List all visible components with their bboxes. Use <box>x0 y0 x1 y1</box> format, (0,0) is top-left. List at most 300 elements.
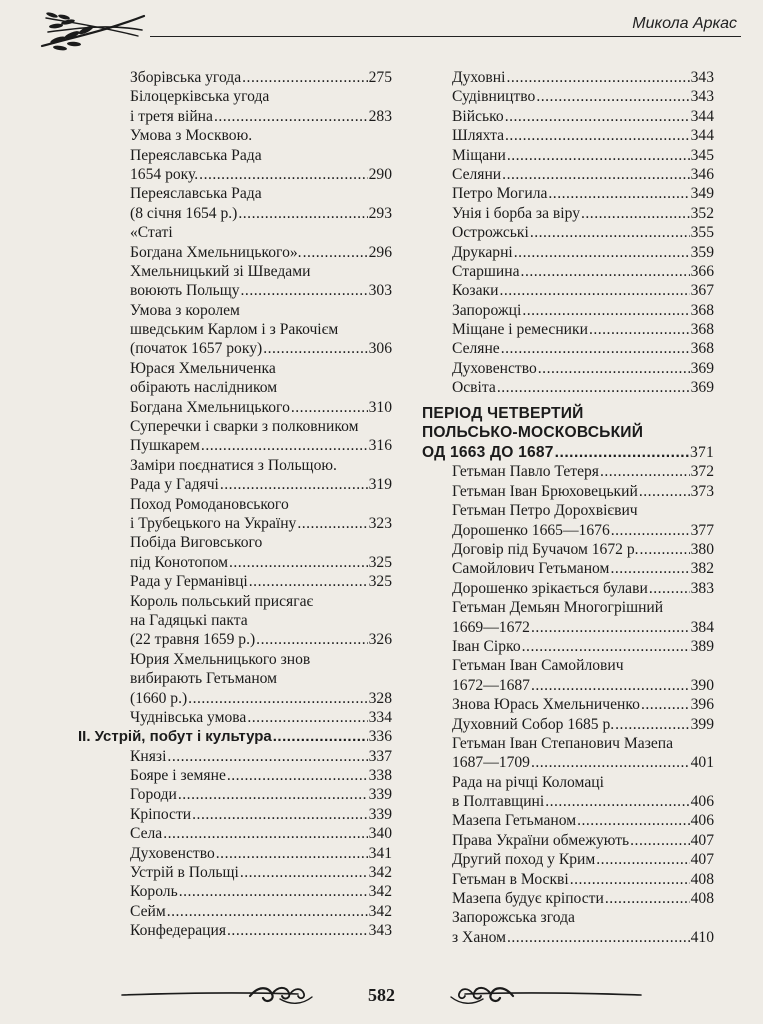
dot-leader <box>227 766 368 785</box>
toc-entry-title: Дорошенко зрікається булави <box>452 579 648 597</box>
dot-leader <box>531 753 690 772</box>
toc-entry <box>130 359 392 378</box>
toc-entry-title: Побіда Виговського <box>130 534 263 552</box>
section-heading-line <box>78 727 392 746</box>
toc-entry-title: Заміри поєднатися з Польщою. <box>130 456 337 474</box>
toc-column-left <box>78 68 392 941</box>
toc-entry-title: Гетьман Іван Самойлович <box>452 657 624 675</box>
toc-page-number: 377 <box>690 521 714 539</box>
toc-entry <box>452 811 714 830</box>
toc-entry-title: Умова з Москвою. <box>130 127 253 145</box>
toc-entry-title: ПЕРІОД ЧЕТВЕРТИЙ <box>422 404 584 422</box>
dot-leader <box>303 243 368 262</box>
dot-leader <box>238 204 367 223</box>
toc-entry <box>452 378 714 397</box>
toc-page-number: 390 <box>690 676 714 694</box>
dot-leader <box>536 87 689 106</box>
toc-entry <box>452 637 714 656</box>
toc-entry-title: воюють Польщу <box>130 282 240 300</box>
dot-leader <box>273 727 368 746</box>
dot-leader <box>596 850 689 869</box>
toc-entry <box>452 715 714 734</box>
toc-entry-title: Мазепа будує кріпости <box>452 890 604 908</box>
toc-entry <box>452 204 714 223</box>
toc-entry <box>130 68 392 87</box>
toc-entry-title: Городи <box>130 786 177 804</box>
toc-entry <box>452 753 714 772</box>
toc-page-number: 340 <box>368 825 392 843</box>
toc-entry <box>452 676 714 695</box>
toc-page-number: 341 <box>368 844 392 862</box>
toc-entry-title: Другий поход у Крим <box>452 851 596 869</box>
toc-entry <box>130 592 392 611</box>
toc-page-number: 344 <box>690 127 714 145</box>
dot-leader <box>214 107 368 126</box>
toc-entry <box>452 320 714 339</box>
toc-entry <box>452 107 714 126</box>
toc-entry <box>130 87 392 106</box>
toc-entry-title: Самойлович Гетьманом <box>452 560 610 578</box>
dot-leader <box>522 637 690 656</box>
toc-entry <box>452 243 714 262</box>
toc-page-number: 306 <box>368 340 392 358</box>
toc-entry-title: Устрій в Польщі <box>130 864 239 882</box>
toc-entry <box>452 68 714 87</box>
toc-entry-title: Хмельницький зі Шведами <box>130 262 311 280</box>
dot-leader <box>507 928 690 947</box>
toc-entry-title: ПОЛЬСЬКО-МОСКОВСЬКИЙ <box>422 424 644 442</box>
toc-entry <box>130 223 392 242</box>
dot-leader <box>263 339 367 358</box>
toc-entry <box>130 902 392 921</box>
toc-entry-title: Сейм <box>130 902 166 920</box>
dot-leader <box>242 68 367 87</box>
period-heading-line <box>422 443 714 463</box>
toc-entry <box>452 87 714 106</box>
toc-entry <box>130 126 392 145</box>
dot-leader <box>502 165 689 184</box>
toc-entry <box>130 669 392 688</box>
dot-leader <box>199 165 367 184</box>
toc-page-number: 368 <box>690 340 714 358</box>
toc-entry-title: з Ханом <box>452 928 506 946</box>
toc-page-number: 372 <box>690 463 714 481</box>
toc-entry-title: (8 січня 1654 р.) <box>130 204 238 222</box>
dot-leader <box>201 436 368 455</box>
toc-page-number: 380 <box>690 540 714 558</box>
toc-page-number: 371 <box>690 443 714 461</box>
toc-entry-title: Духовний Собор 1685 р. <box>452 715 615 733</box>
toc-page-number: 367 <box>690 282 714 300</box>
toc-page-number: 384 <box>690 618 714 636</box>
toc-entry <box>130 320 392 339</box>
dot-leader <box>630 831 689 850</box>
toc-entry <box>130 456 392 475</box>
toc-entry <box>452 870 714 889</box>
toc-entry-title: під Конотопом <box>130 553 228 571</box>
toc-entry <box>130 708 392 727</box>
dot-leader <box>505 107 690 126</box>
toc-page-number: 283 <box>368 107 392 125</box>
toc-page-number: 368 <box>690 301 714 319</box>
toc-entry-title: Гетьман Петро Дорохвієвич <box>452 502 638 520</box>
toc-entry-title: 1654 року. <box>130 165 199 183</box>
toc-entry-title: Унія і борба за віру <box>452 204 580 222</box>
toc-entry-title: Острожські <box>452 224 529 242</box>
toc-entry-title: Освіта <box>452 379 496 397</box>
toc-page-number: 359 <box>690 243 714 261</box>
toc-page-number: 334 <box>368 708 392 726</box>
dot-leader <box>581 204 690 223</box>
toc-entry-title: ОД 1663 ДО 1687 <box>422 443 554 461</box>
dot-leader <box>227 921 368 940</box>
toc-page-number: 346 <box>690 165 714 183</box>
toc-entry-title: Князі <box>130 747 167 765</box>
toc-entry-title: Гетьман в Москві <box>452 870 569 888</box>
toc-entry <box>452 146 714 165</box>
toc-entry-title: Пушкарем <box>130 437 200 455</box>
toc-entry <box>130 184 392 203</box>
dot-leader <box>640 540 690 559</box>
toc-entry <box>130 495 392 514</box>
toc-page-number: 406 <box>690 793 714 811</box>
toc-page-number: 303 <box>368 282 392 300</box>
toc-entry <box>452 559 714 578</box>
toc-entry <box>130 882 392 901</box>
toc-entry <box>130 553 392 572</box>
toc-entry-title: Знова Юрась Хмельниченко <box>452 696 640 714</box>
toc-entry-title: Судівництво <box>452 88 536 106</box>
toc-entry <box>452 889 714 908</box>
toc-page-number: 290 <box>368 165 392 183</box>
dot-leader <box>577 811 690 830</box>
toc-entry <box>130 165 392 184</box>
toc-entry <box>452 773 714 792</box>
toc-entry-title: (22 травня 1659 р.) <box>130 631 256 649</box>
toc-entry <box>452 540 714 559</box>
toc-entry-title: Поход Ромодановського <box>130 495 289 513</box>
toc-entry-title: Юрия Хмельницького знов <box>130 650 311 668</box>
toc-entry <box>452 462 714 481</box>
toc-page-number: 343 <box>690 69 714 86</box>
dot-leader <box>256 630 367 649</box>
toc-entry <box>130 339 392 358</box>
toc-entry <box>452 908 714 927</box>
dot-leader <box>499 281 689 300</box>
dot-leader <box>639 482 690 501</box>
toc-entry <box>130 650 392 669</box>
toc-entry <box>130 107 392 126</box>
dot-leader <box>600 462 690 481</box>
dot-leader <box>611 521 690 540</box>
toc-page-number: 310 <box>368 398 392 416</box>
running-head-author: Микола Аркас <box>632 15 737 32</box>
header-rule <box>150 36 741 37</box>
period-heading-line <box>422 404 714 424</box>
dot-leader <box>615 715 689 734</box>
dot-leader <box>505 126 690 145</box>
toc-entry-title: і Трубецького на Україну <box>130 514 297 532</box>
toc-entry-title: Білоцерківська угода <box>130 88 270 106</box>
toc-entry <box>130 475 392 494</box>
toc-page-number: 349 <box>690 185 714 203</box>
page-footer <box>0 975 763 1015</box>
toc-entry <box>452 165 714 184</box>
toc-entry <box>130 921 392 940</box>
toc-page-number: 401 <box>690 754 714 772</box>
toc-page-number: 293 <box>368 204 392 222</box>
toc-entry-title: Король польський присягає <box>130 592 314 610</box>
toc-entry <box>452 695 714 714</box>
dot-leader <box>192 805 367 824</box>
toc-entry-title: Конфедерация <box>130 922 227 940</box>
toc-entry <box>452 734 714 753</box>
toc-entry-title: Міщане і ремесники <box>452 321 588 339</box>
toc-page-number: 325 <box>368 573 392 591</box>
toc-entry-title: Рада у Гадячі <box>130 476 219 494</box>
dot-leader <box>163 824 367 843</box>
toc-entry <box>452 598 714 617</box>
toc-entry <box>452 656 714 675</box>
toc-entry <box>130 378 392 397</box>
toc-page-number: 407 <box>690 851 714 869</box>
toc-entry <box>452 618 714 637</box>
toc-page-number: 355 <box>690 224 714 242</box>
toc-page-number: 369 <box>690 359 714 377</box>
toc-entry-title: Договір під Бучачом 1672 р. <box>452 540 639 558</box>
toc-entry <box>452 184 714 203</box>
toc-entry <box>452 281 714 300</box>
toc-page-number: 343 <box>690 88 714 106</box>
toc-entry-title: Друкарні <box>452 243 513 261</box>
dot-leader <box>249 572 368 591</box>
toc-page-number: 373 <box>690 482 714 500</box>
dot-leader <box>545 792 689 811</box>
toc-entry <box>130 417 392 436</box>
toc-entry-title: Гетьман Іван Степанович Мазепа <box>452 734 674 752</box>
toc-entry-title: Іван Сірко <box>452 637 521 655</box>
toc-page-number: 316 <box>368 437 392 455</box>
toc-page-number: 339 <box>368 786 392 804</box>
toc-entry <box>452 850 714 869</box>
toc-column-right <box>422 68 714 947</box>
toc-page-number: 323 <box>368 514 392 532</box>
dot-leader <box>514 243 690 262</box>
toc-entry <box>130 514 392 533</box>
toc-entry <box>452 359 714 378</box>
toc-page-number: 344 <box>690 107 714 125</box>
toc-page-number: 382 <box>690 560 714 578</box>
dot-leader <box>247 708 367 727</box>
toc-entry <box>130 572 392 591</box>
toc-entry-title: Козаки <box>452 282 499 300</box>
toc-page-number: 366 <box>690 262 714 280</box>
toc-entry <box>452 501 714 520</box>
dot-leader <box>507 146 690 165</box>
dot-leader <box>241 281 368 300</box>
toc-entry <box>130 436 392 455</box>
toc-entry-title: (1660 р.) <box>130 689 188 707</box>
toc-entry-title: в Полтавщині <box>452 793 545 811</box>
toc-entry <box>130 533 392 552</box>
toc-entry <box>452 579 714 598</box>
toc-entry-title: Богдана Хмельницького <box>130 398 290 416</box>
toc-page-number: 296 <box>368 243 392 261</box>
toc-entry <box>130 630 392 649</box>
toc-page-number: 336 <box>368 728 392 746</box>
toc-page-number: 338 <box>368 767 392 785</box>
toc-entry <box>130 689 392 708</box>
dot-leader <box>531 618 690 637</box>
dot-leader <box>501 339 690 358</box>
toc-entry-title: Селяни <box>452 165 502 183</box>
toc-entry <box>452 301 714 320</box>
toc-entry-title: Духовенство <box>130 844 215 862</box>
toc-entry-title: обірають наслідником <box>130 379 278 397</box>
toc-page-number: 319 <box>368 476 392 494</box>
dot-leader <box>538 359 690 378</box>
toc-page-number: 337 <box>368 747 392 765</box>
toc-entry-title: Шляхта <box>452 127 505 145</box>
toc-entry-title: Переяславська Рада <box>130 146 262 164</box>
toc-page-number: 396 <box>690 696 714 714</box>
period-heading-line <box>422 423 714 443</box>
toc-page-number: 343 <box>368 922 392 940</box>
toc-entry-title: на Гадяцькі пакта <box>130 611 248 629</box>
toc-entry-title: Кріпости <box>130 805 192 823</box>
toc-entry-title: і третя війна <box>130 107 213 125</box>
toc-entry <box>130 301 392 320</box>
toc-entry <box>452 792 714 811</box>
toc-entry-title: Рада на річці Коломаці <box>452 773 604 791</box>
toc-entry-title: вибирають Гетьманом <box>130 670 278 688</box>
toc-entry <box>130 844 392 863</box>
toc-entry-title: Гетьман Павло Тетеря <box>452 463 599 481</box>
toc-page-number: 407 <box>690 831 714 849</box>
toc-entry <box>130 766 392 785</box>
toc-entry <box>130 146 392 165</box>
dot-leader <box>641 695 690 714</box>
toc-entry-title: Богдана Хмельницького». <box>130 243 302 261</box>
toc-entry-title: Умова з королем <box>130 301 240 319</box>
toc-page-number: 342 <box>368 902 392 920</box>
toc-entry-title: Переяславська Рада <box>130 185 262 203</box>
toc-entry-title: Юрася Хмельниченка <box>130 359 276 377</box>
toc-entry-title: 1672—1687 <box>452 676 530 694</box>
toc-entry-title: Духовенство <box>452 359 537 377</box>
toc-entry-title: Дорошенко 1665—1676 <box>452 521 610 539</box>
dot-leader <box>229 553 368 572</box>
toc-entry-title: Суперечки і сварки з полковником <box>130 418 359 436</box>
toc-page-number: 342 <box>368 883 392 901</box>
toc-entry-title: 1669—1672 <box>452 618 530 636</box>
toc-page-number: 406 <box>690 812 714 830</box>
dot-leader <box>167 902 368 921</box>
dot-leader <box>521 262 690 281</box>
toc-entry-title: Військо <box>452 107 504 125</box>
dot-leader <box>506 68 689 87</box>
toc-page-number: 408 <box>690 870 714 888</box>
dot-leader <box>548 184 689 203</box>
toc-entry <box>452 339 714 358</box>
toc-entry <box>130 805 392 824</box>
toc-entry <box>452 126 714 145</box>
toc-page-number: 399 <box>690 715 714 733</box>
toc-entry-title: Права України обмежують <box>452 831 630 849</box>
dot-leader <box>649 579 690 598</box>
toc-entry-title: Духовні <box>452 69 506 86</box>
toc-page-number: 369 <box>690 379 714 397</box>
toc-page-number: 389 <box>690 637 714 655</box>
toc-page-number: 368 <box>690 321 714 339</box>
toc-page-number: 342 <box>368 864 392 882</box>
toc-entry-title: Гетьман Демьян Многогрішний <box>452 599 664 617</box>
dot-leader <box>531 676 690 695</box>
dot-leader <box>570 870 690 889</box>
toc-entry-title: Зборівська угода <box>130 69 242 86</box>
toc-entry-title: Бояре і земяне <box>130 767 226 785</box>
toc-entry <box>452 928 714 947</box>
page-number: 582 <box>368 985 395 1005</box>
toc-page-number: 383 <box>690 579 714 597</box>
toc-entry-title: «Статі <box>130 224 173 242</box>
dot-leader <box>178 785 368 804</box>
toc-page-number: 345 <box>690 146 714 164</box>
toc-page-number: 326 <box>368 631 392 649</box>
toc-entry <box>130 398 392 417</box>
toc-entry <box>130 611 392 630</box>
toc-entry <box>130 785 392 804</box>
toc-entry <box>130 747 392 766</box>
toc-entry <box>130 863 392 882</box>
toc-entry-title: шведським Карлом і з Ракочієм <box>130 321 339 339</box>
toc-entry <box>452 223 714 242</box>
dot-leader <box>216 844 368 863</box>
dot-leader <box>497 378 690 397</box>
toc-page-number: 408 <box>690 890 714 908</box>
dot-leader <box>179 882 368 901</box>
toc-entry-title: Петро Могила <box>452 185 548 203</box>
toc-entry <box>130 824 392 843</box>
toc-entry-title: Запорожська згода <box>452 909 575 927</box>
toc-entry-title: 1687—1709 <box>452 754 530 772</box>
toc-entry <box>452 521 714 540</box>
dot-leader <box>291 398 368 417</box>
dot-leader <box>522 301 689 320</box>
dot-leader <box>220 475 368 494</box>
toc-entry <box>452 482 714 501</box>
toc-page-number: 275 <box>368 69 392 86</box>
dot-leader <box>240 863 368 882</box>
toc-entry-title: Чуднівська умова <box>130 708 247 726</box>
toc-entry-title: Села <box>130 825 163 843</box>
toc-entry-title: Селяне <box>452 340 500 358</box>
toc-entry <box>130 262 392 281</box>
toc-entry-title: (початок 1657 року) <box>130 340 263 358</box>
dot-leader <box>167 747 367 766</box>
dot-leader <box>610 559 689 578</box>
toc-page-number: 352 <box>690 204 714 222</box>
toc-page-number: 328 <box>368 689 392 707</box>
dot-leader <box>589 320 690 339</box>
wheat-ornament-icon <box>38 6 148 54</box>
toc-entry-title: Мазепа Гетьманом <box>452 812 577 830</box>
dot-leader <box>297 514 367 533</box>
toc-entry <box>452 831 714 850</box>
toc-entry-title: Старшина <box>452 262 520 280</box>
toc-page-number: 325 <box>368 553 392 571</box>
toc-entry <box>130 204 392 223</box>
